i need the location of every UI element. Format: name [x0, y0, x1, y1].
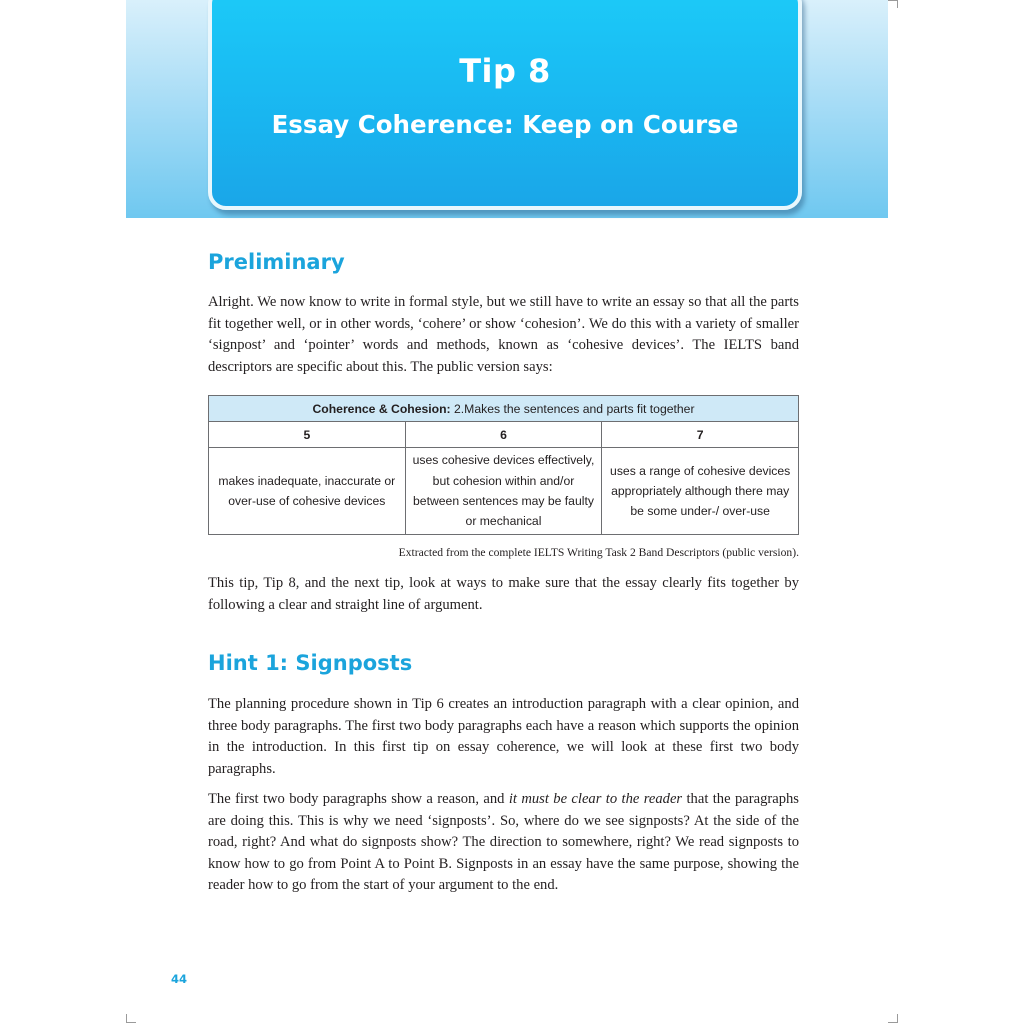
chapter-banner: [126, 0, 888, 218]
band-score-cell: 5: [209, 422, 406, 448]
band-score-cell: 6: [405, 422, 602, 448]
banner-card: [208, 0, 802, 210]
page-number: 44: [171, 972, 188, 986]
descriptor-cell: makes inadequate, inaccurate or over-use of cohesive devices: [209, 448, 406, 535]
hint-1-paragraph-2: [208, 789, 799, 897]
emphasized-text: it must be clear to the reader: [508, 791, 683, 807]
table-caption-bold: Coherence & Cohesion:: [312, 401, 451, 416]
table-caption-rest: 2.Makes the sentences and parts fit together: [450, 401, 695, 416]
band-descriptor-table: [208, 395, 799, 535]
section-heading-preliminary: Preliminary: [208, 250, 345, 274]
crop-mark: [897, 1014, 898, 1023]
after-table-paragraph: This tip, Tip 8, and the next tip, look at ways to make sure that the essay clearly fits together by following a clear and straight line of argument.: [208, 575, 799, 613]
descriptor-cell: uses cohesive devices effectively, but cohesion within and/or between sentences may be faulty or mechanical: [405, 448, 602, 535]
crop-mark: [897, 0, 898, 8]
hint-1-paragraph-1: The planning procedure shown in Tip 6 creates an introduction paragraph with a clear opinion, and three body paragraphs. The first two body paragraphs each have a reason which supports the opinion in the introduction. In this first tip on essay coherence, we will look at these first two body paragraphs.: [208, 696, 799, 777]
band-score-cell: 7: [602, 422, 799, 448]
table-source-note: Extracted from the complete IELTS Writing Task 2 Band Descriptors (public version).: [398, 546, 799, 559]
paragraph-text: The first two body paragraphs show a reason, and: [208, 791, 509, 807]
table-caption-row: [209, 396, 799, 422]
descriptor-row: [209, 448, 799, 535]
band-score-row: [209, 422, 799, 448]
section-heading-hint-1: Hint 1: Signposts: [208, 651, 413, 675]
table-caption: [209, 396, 799, 422]
crop-mark: [126, 1014, 127, 1023]
descriptor-cell: uses a range of cohesive devices appropriately although there may be some under-/ over-use: [602, 448, 799, 535]
preliminary-paragraph: Alright. We now know to write in formal style, but we still have to write an essay so that all the parts fit together well, or in other words, ‘cohere’ or show ‘cohesion’. We do this with a variety of smaller ‘signpost’ and ‘pointer’ words and methods, known as ‘cohesive devices’. The IELTS band descriptors are specific about this. The public version says:: [208, 294, 799, 375]
crop-mark: [126, 1022, 136, 1023]
tip-number: Tip 8: [459, 52, 551, 90]
paragraph-text: that the paragraphs are doing this. This is why we need ‘signposts’. So, where do we see signposts? At the side of the road, right? And what do signposts show? The direction to somewhere, right? We read signposts to know how to go from Point A to Point B. Signposts in an essay have the same purpose, showing the reader how to go from the start of your argument to the end.: [208, 791, 799, 894]
tip-title: Essay Coherence: Keep on Course: [271, 110, 739, 139]
